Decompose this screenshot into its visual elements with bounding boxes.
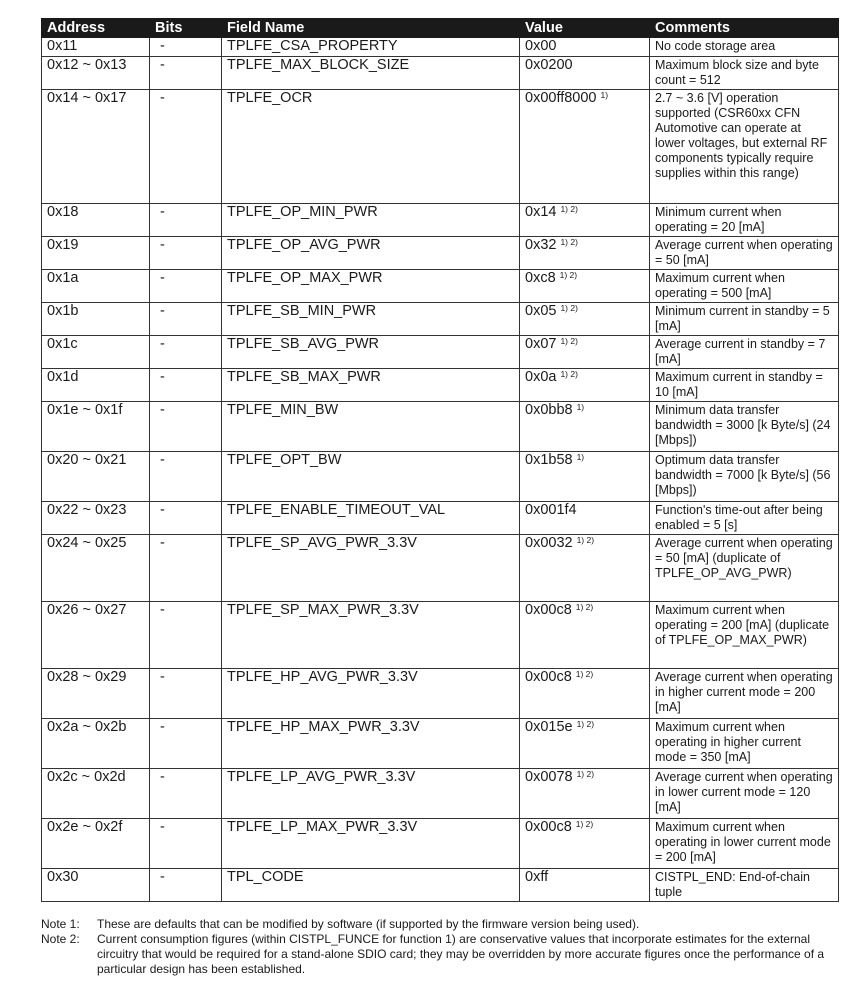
bits-text: - [160, 602, 165, 618]
value-cell [520, 669, 650, 719]
value-text: 0x0a [525, 369, 557, 385]
bits-cell [150, 502, 222, 535]
field-name-text: TPLFE_HP_AVG_PWR_3.3V [227, 669, 418, 685]
table-row [42, 90, 839, 204]
value-cell [520, 90, 650, 204]
field-name-text: TPLFE_CSA_PROPERTY [227, 38, 398, 54]
comment-cell [650, 57, 839, 90]
value-text: 0x1b58 [525, 452, 573, 468]
field-name-cell [222, 336, 520, 369]
bits-text: - [160, 769, 165, 785]
bits-cell [150, 535, 222, 602]
value-cell [520, 535, 650, 602]
notes-section [41, 917, 841, 977]
field-name-text: TPLFE_SP_AVG_PWR_3.3V [227, 535, 417, 551]
value-text: 0x32 [525, 237, 557, 253]
comment-cell [650, 204, 839, 237]
bits-cell [150, 57, 222, 90]
bits-text: - [160, 90, 165, 106]
field-name-cell [222, 57, 520, 90]
value-text: 0x00 [525, 38, 557, 54]
address-cell [42, 237, 150, 270]
comment-text: Average current when operating in lower current mode = 120 [mA] [655, 770, 833, 814]
field-name-text: TPLFE_SB_AVG_PWR [227, 336, 380, 352]
address-cell [42, 869, 150, 902]
value-text: 0x001f4 [525, 502, 577, 518]
field-name-cell [222, 502, 520, 535]
comment-cell [650, 270, 839, 303]
table-row [42, 237, 839, 270]
address-text: 0x24 ~ 0x25 [47, 535, 127, 551]
table-row [42, 602, 839, 669]
bits-cell [150, 369, 222, 402]
note-2 [41, 932, 841, 977]
address-text: 0x1a [47, 270, 79, 286]
field-name-text: TPLFE_HP_MAX_PWR_3.3V [227, 719, 420, 735]
note-label: Note 2: [41, 932, 80, 946]
field-name-cell [222, 869, 520, 902]
bits-text: - [160, 270, 165, 286]
value-cell [520, 602, 650, 669]
value-cell [520, 204, 650, 237]
table-row [42, 869, 839, 902]
comment-text: Maximum current in standby = 10 [mA] [655, 370, 823, 399]
comment-text: Minimum current when operating = 20 [mA] [655, 205, 782, 234]
table-row [42, 303, 839, 336]
address-cell [42, 452, 150, 502]
register-table [41, 18, 839, 902]
comment-cell [650, 90, 839, 204]
field-name-cell [222, 719, 520, 769]
field-name-text: TPLFE_OP_AVG_PWR [227, 237, 381, 253]
comment-text: Average current when operating = 50 [mA] (duplicate of TPLFE_OP_AVG_PWR) [655, 536, 833, 580]
footnote-ref: 1) 2) [576, 769, 595, 779]
footnote-ref: 1) 2) [560, 204, 578, 214]
value-text: 0x0078 [525, 769, 573, 785]
value-cell [520, 303, 650, 336]
bits-text: - [160, 237, 165, 253]
comment-cell [650, 669, 839, 719]
comment-cell [650, 402, 839, 452]
value-text: 0xc8 [525, 270, 556, 286]
bits-text: - [160, 535, 165, 551]
field-name-text: TPLFE_OP_MAX_PWR [227, 270, 383, 286]
header-bits: Bits [150, 19, 222, 38]
comment-cell [650, 38, 839, 57]
field-name-cell [222, 303, 520, 336]
comment-text: Maximum block size and byte count = 512 [655, 58, 819, 87]
bits-cell [150, 336, 222, 369]
bits-text: - [160, 452, 165, 468]
value-text: 0x015e [525, 719, 573, 735]
value-cell [520, 402, 650, 452]
address-text: 0x1c [47, 336, 78, 352]
footnote-ref: 1) 2) [575, 669, 594, 679]
table-row [42, 502, 839, 535]
comment-cell [650, 819, 839, 869]
header-comments: Comments [650, 19, 839, 38]
field-name-text: TPLFE_MAX_BLOCK_SIZE [227, 57, 410, 73]
address-text: 0x18 [47, 204, 79, 220]
footnote-ref: 1) 2) [560, 303, 578, 313]
address-cell [42, 502, 150, 535]
bits-text: - [160, 57, 165, 73]
table-row [42, 452, 839, 502]
footnote-ref: 1) 2) [560, 369, 578, 379]
bits-cell [150, 38, 222, 57]
field-name-cell [222, 769, 520, 819]
address-cell [42, 719, 150, 769]
value-text: 0x00ff8000 [525, 90, 597, 106]
footnote-ref: 1) 2) [576, 719, 595, 729]
comment-text: Maximum current when operating = 200 [mA] (duplicate of TPLFE_OP_MAX_PWR) [655, 603, 830, 647]
bits-text: - [160, 669, 165, 685]
field-name-cell [222, 369, 520, 402]
field-name-text: TPLFE_MIN_BW [227, 402, 339, 418]
field-name-cell [222, 204, 520, 237]
address-text: 0x11 [47, 38, 78, 54]
comment-text: Minimum current in standby = 5 [mA] [655, 304, 830, 333]
field-name-cell [222, 237, 520, 270]
table-row [42, 535, 839, 602]
field-name-cell [222, 602, 520, 669]
footnote-ref: 1) 2) [560, 336, 578, 346]
address-text: 0x19 [47, 237, 79, 253]
address-cell [42, 819, 150, 869]
value-text: 0x00c8 [525, 819, 572, 835]
address-text: 0x1e ~ 0x1f [47, 402, 123, 418]
address-cell [42, 602, 150, 669]
comment-cell [650, 769, 839, 819]
value-text: 0x14 [525, 204, 557, 220]
value-cell [520, 270, 650, 303]
table-body [42, 38, 839, 902]
note-text: Current consumption figures (within CISTPL_FUNCE for function 1) are conservative values that incorporate estimates for the external circuitry that would be required for a stand-alone SDIO card; they may be overridden by more accurate figures once the performance of a particular design has been established. [97, 932, 825, 976]
field-name-text: TPLFE_ENABLE_TIMEOUT_VAL [227, 502, 446, 518]
field-name-cell [222, 819, 520, 869]
bits-cell [150, 452, 222, 502]
field-name-text: TPLFE_SB_MIN_PWR [227, 303, 377, 319]
address-text: 0x1d [47, 369, 79, 385]
field-name-text: TPLFE_OCR [227, 90, 313, 106]
value-cell [520, 336, 650, 369]
value-cell [520, 502, 650, 535]
comment-cell [650, 336, 839, 369]
bits-text: - [160, 336, 165, 352]
address-text: 0x2a ~ 0x2b [47, 719, 127, 735]
address-text: 0x30 [47, 869, 79, 885]
comment-text: No code storage area [655, 39, 776, 53]
footnote-ref: 1) [600, 90, 609, 100]
comment-cell [650, 602, 839, 669]
comment-cell [650, 535, 839, 602]
address-text: 0x20 ~ 0x21 [47, 452, 127, 468]
comment-cell [650, 719, 839, 769]
bits-cell [150, 719, 222, 769]
field-name-text: TPLFE_LP_MAX_PWR_3.3V [227, 819, 418, 835]
bits-text: - [160, 303, 165, 319]
value-cell [520, 819, 650, 869]
value-cell [520, 237, 650, 270]
bits-cell [150, 869, 222, 902]
header-field-name: Field Name [222, 19, 520, 38]
address-cell [42, 769, 150, 819]
comment-text: Average current in standby = 7 [mA] [655, 337, 826, 366]
table-row [42, 38, 839, 57]
field-name-cell [222, 90, 520, 204]
table-header-row [42, 19, 839, 38]
address-cell [42, 402, 150, 452]
value-cell [520, 452, 650, 502]
bits-cell [150, 303, 222, 336]
table-row [42, 719, 839, 769]
comment-text: Optimum data transfer bandwidth = 7000 [k Byte/s] (56 [Mbps]) [655, 453, 831, 497]
field-name-cell [222, 452, 520, 502]
comment-text: Maximum current when operating in lower current mode = 200 [mA] [655, 820, 831, 864]
note-text: These are defaults that can be modified by software (if supported by the firmware version being used). [97, 917, 640, 931]
address-cell [42, 303, 150, 336]
footnote-ref: 1) 2) [559, 270, 578, 280]
address-cell [42, 336, 150, 369]
field-name-text: TPLFE_LP_AVG_PWR_3.3V [227, 769, 416, 785]
bits-cell [150, 90, 222, 204]
bits-cell [150, 669, 222, 719]
table-row [42, 336, 839, 369]
comment-cell [650, 369, 839, 402]
comment-text: 2.7 ~ 3.6 [V] operation supported (CSR60xx CFN Automotive can operate at lower voltages, but external RF components typically require supplies within this range) [655, 91, 828, 180]
value-cell [520, 769, 650, 819]
table-row [42, 369, 839, 402]
address-cell [42, 369, 150, 402]
field-name-text: TPLFE_OPT_BW [227, 452, 342, 468]
value-cell [520, 38, 650, 57]
table-row [42, 204, 839, 237]
field-name-text: TPLFE_SP_MAX_PWR_3.3V [227, 602, 419, 618]
address-text: 0x1b [47, 303, 79, 319]
bits-text: - [160, 869, 165, 885]
comment-text: Function's time-out after being enabled = 5 [s] [655, 503, 823, 532]
value-text: 0x00c8 [525, 602, 572, 618]
bits-text: - [160, 38, 165, 54]
bits-text: - [160, 502, 165, 518]
table-row [42, 819, 839, 869]
bits-cell [150, 270, 222, 303]
bits-text: - [160, 819, 165, 835]
value-text: 0x05 [525, 303, 557, 319]
value-cell [520, 719, 650, 769]
footnote-ref: 1) 2) [576, 535, 595, 545]
table-row [42, 270, 839, 303]
address-text: 0x2c ~ 0x2d [47, 769, 126, 785]
comment-text: Maximum current when operating = 500 [mA] [655, 271, 785, 300]
table-row [42, 57, 839, 90]
bits-cell [150, 769, 222, 819]
value-text: 0x07 [525, 336, 557, 352]
comment-text: Average current when operating in higher current mode = 200 [mA] [655, 670, 833, 714]
value-text: 0xff [525, 869, 549, 885]
comment-cell [650, 452, 839, 502]
field-name-cell [222, 38, 520, 57]
field-name-text: TPLFE_OP_MIN_PWR [227, 204, 378, 220]
address-text: 0x12 ~ 0x13 [47, 57, 127, 73]
address-text: 0x26 ~ 0x27 [47, 602, 127, 618]
bits-cell [150, 819, 222, 869]
address-cell [42, 270, 150, 303]
note-label: Note 1: [41, 917, 80, 931]
field-name-text: TPL_CODE [227, 869, 304, 885]
comment-text: Minimum data transfer bandwidth = 3000 [k Byte/s] (24 [Mbps]) [655, 403, 831, 447]
table-row [42, 402, 839, 452]
field-name-cell [222, 669, 520, 719]
footnote-ref: 1) [576, 452, 585, 462]
address-cell [42, 90, 150, 204]
address-text: 0x2e ~ 0x2f [47, 819, 123, 835]
address-cell [42, 669, 150, 719]
address-cell [42, 535, 150, 602]
table-row [42, 769, 839, 819]
field-name-cell [222, 270, 520, 303]
comment-cell [650, 303, 839, 336]
value-cell [520, 57, 650, 90]
address-cell [42, 204, 150, 237]
value-text: 0x00c8 [525, 669, 572, 685]
value-text: 0x0032 [525, 535, 573, 551]
header-address: Address [42, 19, 150, 38]
comment-cell [650, 502, 839, 535]
footnote-ref: 1) 2) [575, 819, 594, 829]
comment-cell [650, 237, 839, 270]
value-text: 0x0200 [525, 57, 573, 73]
address-cell [42, 38, 150, 57]
field-name-text: TPLFE_SB_MAX_PWR [227, 369, 381, 385]
footnote-ref: 1) 2) [560, 237, 578, 247]
bits-cell [150, 402, 222, 452]
footnote-ref: 1) [576, 402, 585, 412]
value-text: 0x0bb8 [525, 402, 573, 418]
note-1 [41, 917, 841, 932]
address-cell [42, 57, 150, 90]
field-name-cell [222, 535, 520, 602]
address-text: 0x28 ~ 0x29 [47, 669, 127, 685]
table-row [42, 669, 839, 719]
address-text: 0x22 ~ 0x23 [47, 502, 127, 518]
value-cell [520, 869, 650, 902]
bits-cell [150, 237, 222, 270]
comment-text: CISTPL_END: End-of-chain tuple [655, 870, 810, 899]
header-value: Value [520, 19, 650, 38]
bits-text: - [160, 719, 165, 735]
field-name-cell [222, 402, 520, 452]
comment-cell [650, 869, 839, 902]
address-text: 0x14 ~ 0x17 [47, 90, 127, 106]
comment-text: Average current when operating = 50 [mA] [655, 238, 833, 267]
bits-cell [150, 602, 222, 669]
bits-cell [150, 204, 222, 237]
bits-text: - [160, 402, 165, 418]
bits-text: - [160, 369, 165, 385]
comment-text: Maximum current when operating in higher current mode = 350 [mA] [655, 720, 801, 764]
bits-text: - [160, 204, 165, 220]
value-cell [520, 369, 650, 402]
footnote-ref: 1) 2) [575, 602, 594, 612]
